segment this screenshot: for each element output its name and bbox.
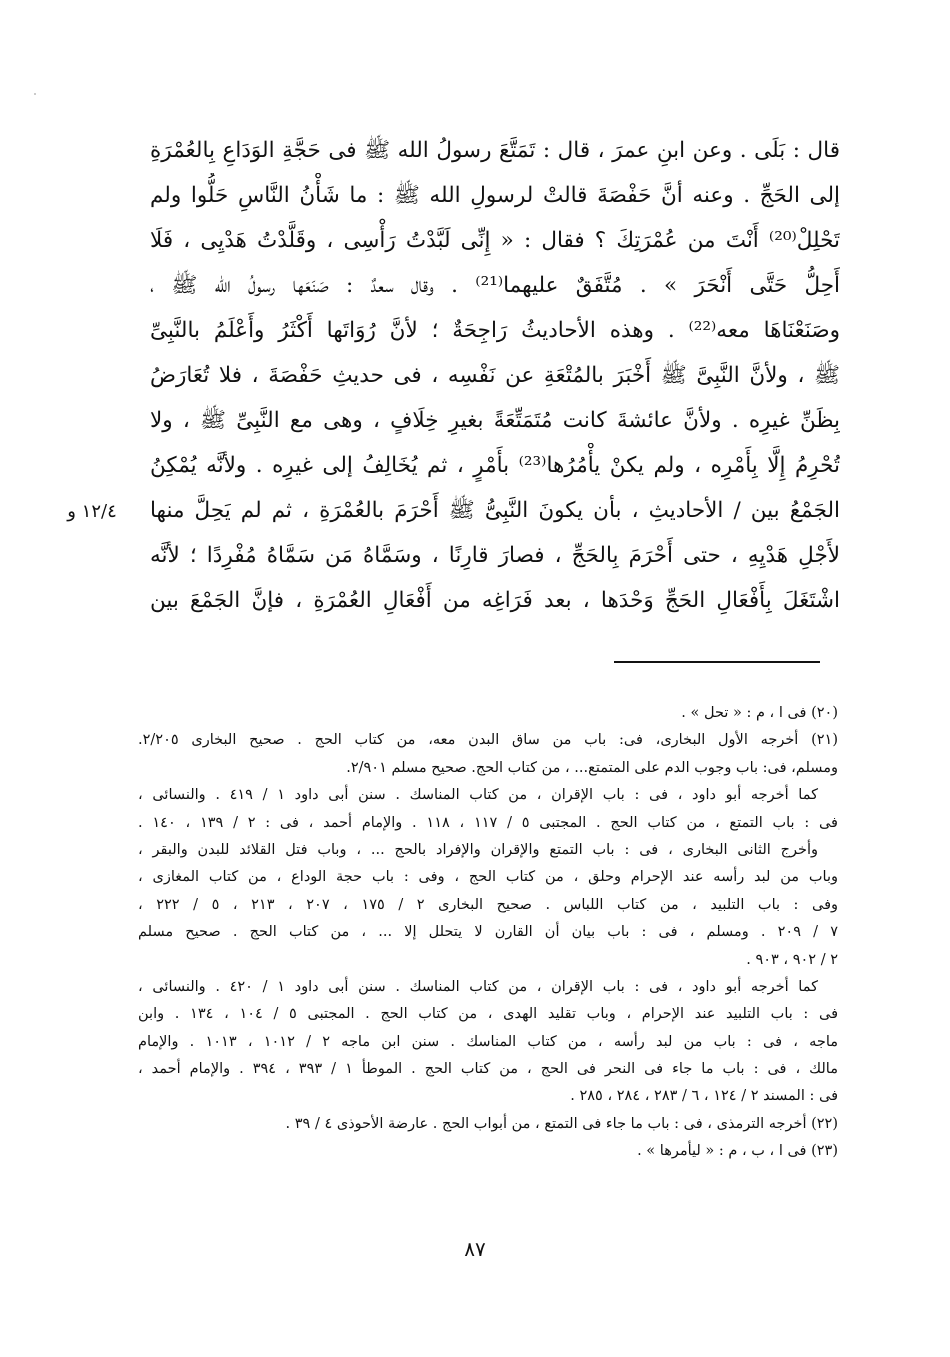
footnote-separator (614, 661, 820, 663)
main-text-line: ﷺ ، ولأنَّ النَّبِىَّ ﷺ أَخْبَرَ بالمُتْعَةِ عن نَفْسِه ، فى حديثِ حَفْصَةَ ، فلا تُعَارَضُ (150, 363, 840, 388)
main-text-line: الجَمْعُ بين / الأحاديثِ ، بأن يكونَ النَّبِىُّ ﷺ أَحْرَمَ بالعُمْرَةِ ، ثم لم يَحِلَّ منها (150, 498, 840, 523)
footnote-line: ماجه ، فى : باب من لبد رأسه ، من كتاب المناسك . سنن ابن ماجه ٢ / ١٠١٢ ، ١٠١٣ . والإمام (138, 1033, 838, 1050)
main-text-line: تُحْرِمُ إِلَّا بِأَمْرِه ، ولم يكنْ يأْمُرُها⁽²³⁾ بأَمْرٍ ، ثم يُخَالِفُ إلى غيرِه . ولأنَّه يُمْكِنُ (150, 453, 840, 478)
footnote-line: كما أخرجه أبو داود ، فى : باب الإقران ، من كتاب المناسك . سنن أبى داود ١ / ٤١٩ . والنسائى ، (138, 787, 819, 804)
footnote-line: (٢٣) فى ا ، ب ، م : « ليأمرها » . (637, 1143, 838, 1160)
footnote-line: وأخرج الثانى البخارى ، فى : باب التمتع والإقران والإفراد بالحج ... ، وباب فتل القلائد للبدن والبقر ، (138, 841, 818, 858)
main-text-line: قال : بَلَى . وعن ابنِ عمرَ ، قال : تَمَتَّعَ رسولُ الله ﷺ فى حَجَّةِ الوَدَاعِ بِالعُمْرَةِ (150, 138, 840, 163)
main-text-line: اشْتَغَلَ بِأَفْعَالِ الحَجِّ وَحْدَها ، بعد فَرَاغِه من أَفْعَالِ العُمْرَةِ ، فإنَّ الجَمْعَ بين (150, 588, 840, 613)
main-text-line: بِظَنِّ غيرِه . ولأنَّ عائشةَ كانت مُتَمَتِّعَةً بغيرِ خِلَافٍ ، وهى مع النَّبِىِّ ﷺ ، ولا (150, 408, 840, 433)
footnote-line: فى : باب التمتع ، من كتاب الحج . المجتبى ٥ / ١١٧ ، ١١٨ . والإمام أحمد ، فى : ٢ / ١٣٩ ، ١٤٠ . (138, 814, 838, 831)
footnote-line: ٢ / ٩٠٢ ، ٩٠٣ . (746, 951, 838, 968)
footnote-line: ٧ / ٢٠٩ . ومسلم ، فى : باب بيان أن القارن لا يتحلل إلا ... ، من كتاب الحج . صحيح مسلم (138, 924, 838, 941)
footnote-line: (٢١) أخرجه الأول البخارى، فى: باب من ساق البدن معه، من كتاب الحج . صحيح البخارى ٢/٢٠٥. (138, 732, 838, 749)
footnote-line: وفى : باب التلبيد ، من كتاب اللباس . صحيح البخارى ٢ / ١٧٥ ، ٢٠٧ ، ٢١٣ ، ٥ / ٢٢٢ ، (138, 896, 838, 913)
page-number: ٨٧ (464, 1237, 486, 1261)
footnote-line: كما أخرجه أبو داود ، فى : باب الإقران ، من كتاب المناسك . سنن أبى داود ١ / ٤٢٠ . والنسائى ، (138, 978, 819, 995)
main-text-line: لأَجْلِ هَدْيِهِ ، حتى أَحْرَمَ بِالحَجِّ ، فصارَ قارِنًا ، وسَمَّاهُ مَن سَمَّاهُ مُفْرِدًا ؛ لأنَّه (150, 543, 840, 568)
footnote-line: وباب من لبد رأسه عند الإحرام وحلق ، من كتاب الحج ، وفى : باب حجة الوداع ، من كتاب المغازى ، (138, 869, 838, 886)
main-text-line: إلى الحَجِّ . وعنه أنَّ حَفْصَةَ قالتْ لرسولِ الله ﷺ : ما شَأْنُ النَّاسِ حَلُّوا ولم (150, 183, 840, 208)
scan-speck (34, 93, 36, 95)
manuscript-folio-note: ١٢/٤ و (67, 501, 117, 522)
footnotes-block (138, 700, 838, 1166)
main-text-line: تَحْلِلْ⁽²⁰⁾ أَنْتَ من عُمْرَتِكَ ؟ فقال : « إِنِّى لَبَّدْتُ رَأْسِى ، وقَلَّدْتُ هَدْيِى ، فَلَا (150, 228, 840, 253)
footnote-line: ومسلم، فى: باب وجوب الدم على المتمتع... ، من كتاب الحج. صحيح مسلم ٢/٩٠١. (346, 759, 838, 776)
footnote-line: (٢٢) أخرجه الترمذى ، فى : باب ما جاء فى التمتع ، من أبواب الحج . عارضة الأحوذى ٤ / ٣٩ . (285, 1115, 838, 1132)
main-text-line: وصَنَعْنَاهَا معه⁽²²⁾ . وهذه الأحاديثُ رَاجِحَةٌ ؛ لأنَّ رُوَاتَها أَكْثَرُ وأَعْلَمُ بالنَّبِىِّ (150, 318, 840, 343)
footnote-line: فى : باب التلبيد عند الإحرام ، وباب تقليد الهدى ، من كتاب الحج . المجتبى ٥ / ١٠٤ ، ١٣٤ . وابن (138, 1006, 838, 1023)
footnote-line: (٢٠) فى ا ، م : « تحل » . (681, 705, 838, 721)
main-text-line: أَحِلُّ حَتَّى أَنْحَرَ » . مُتَّفَقٌ عليهما⁽²¹⁾ . وقال سعدٌ : صَنَعَها رسولُ الله ﷺ ، (150, 273, 840, 298)
main-body-text (150, 128, 840, 623)
footnote-line: فى : المسند ٢ / ١٢٤ ، ٦ / ٢٨٣ ، ٢٨٤ ، ٢٨٥ . (570, 1088, 838, 1105)
footnote-line: مالك ، فى : باب ما جاء فى النحر فى الحج ، من كتاب الحج . الموطأ ١ / ٣٩٣ ، ٣٩٤ . والإمام أحمد ، (138, 1061, 838, 1078)
